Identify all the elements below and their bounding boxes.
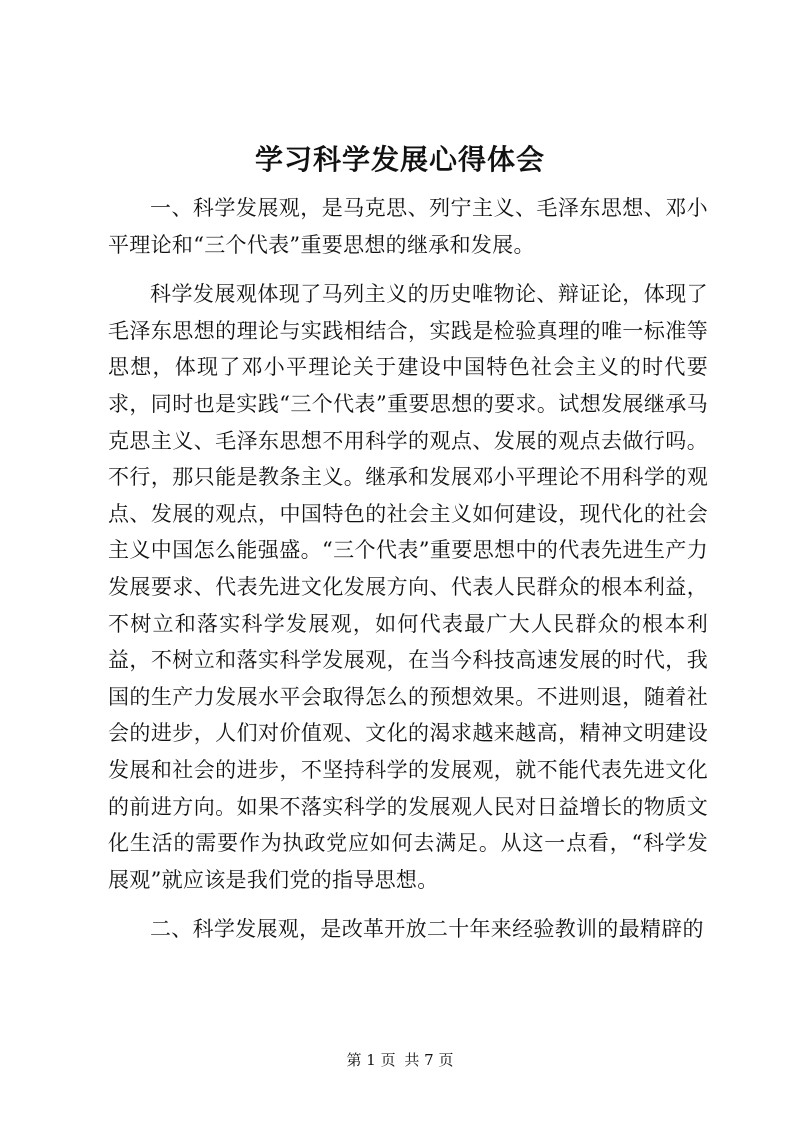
paragraph-1: 一、科学发展观，是马克思、列宁主义、毛泽东思想、邓小平理论和“三个代表”重要思想的继承和发展。 <box>108 196 708 257</box>
document-body <box>108 190 708 948</box>
page-footer <box>0 1050 800 1070</box>
paragraph-3: 二、科学发展观，是改革开放二十年来经验教训的最精辟的 <box>150 917 704 942</box>
page-total: 共 7 页 <box>404 1051 454 1069</box>
paragraph-2: 科学发展观体现了马列主义的历史唯物论、辩证论，体现了毛泽东思想的理论与实践相结合，实践是检验真理的唯一标准等思想，体现了邓小平理论关于建设中国特色社会主义的时代要求，同时也是实践“三个代表”重要思想的要求。试想发展继承马克思主义、毛泽东思想不用科学的观点、发展的观点去做行吗。不行，那只能是教条主义。继承和发展邓小平理论不用科学的观点、发展的观点，中国特色的社会主义如何建设，现代化的社会主义中国怎么能强盛。“三个代表”重要思想中的代表先进生产力发展要求、代表先进文化发展方向、代表人民群众的根本利益，不树立和落实科学发展观，如何代表最广大人民群众的根本利益，不树立和落实科学发展观，在当今科技高速发展的时代，我国的生产力发展水平会取得怎么的预想效果。不进则退，随着社会的进步，人们对价值观、文化的渴求越来越高，精神文明建设发展和社会的进步，不坚持科学的发展观，就不能代表先进文化的前进方向。如果不落实科学的发展观人民对日益增长的物质文化生活的需要作为执政党应如何去满足。从这一点看，“科学发展观”就应该是我们党的指导思想。 <box>108 282 708 892</box>
document-title: 学习科学发展心得体会 <box>254 143 545 176</box>
page-number: 第 1 页 <box>346 1051 396 1069</box>
